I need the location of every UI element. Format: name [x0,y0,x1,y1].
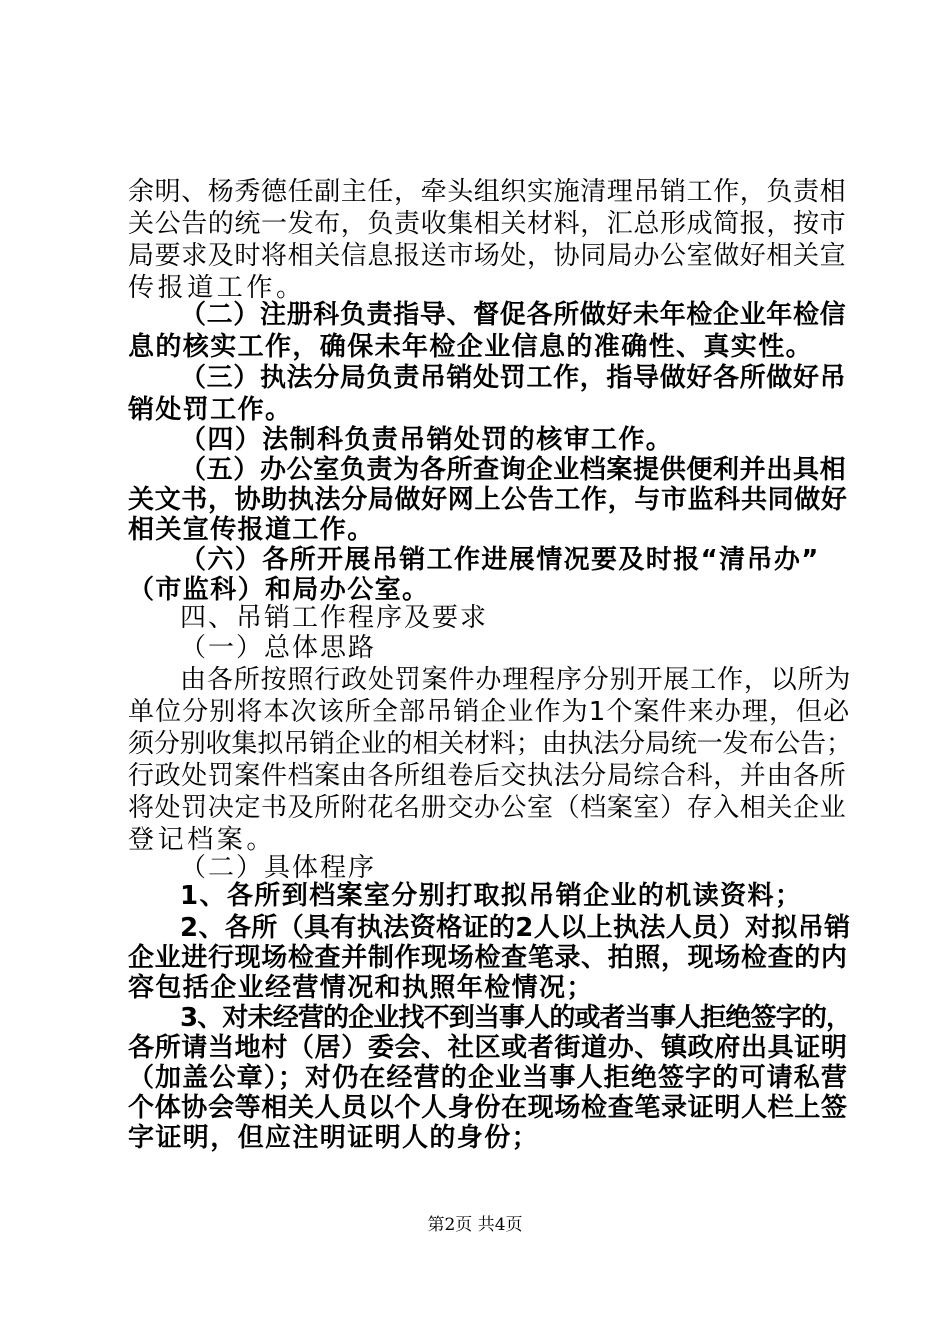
paragraph-line: （五）办公室负责为各所查询企业档案提供便利并出具相 [180,455,847,485]
paragraph-line: 传报道工作。 [128,273,306,303]
paragraph-line: 余明、杨秀德任副主任，牵头组织实施清理吊销工作，负责相 [128,177,847,207]
paragraph-line: 单位分别将本次该所全部吊销企业作为1个案件来办理，但必 [128,697,851,727]
paragraph-line: 关公告的统一发布，负责收集相关材料，汇总形成简报，按市 [128,209,847,239]
section-subheading: （二）具体程序 [180,853,377,883]
paragraph-line: 1、各所到档案室分别打取拟吊销企业的机读资料； [180,881,803,911]
paragraph-line: 息的核实工作，确保未年检企业信息的准确性、真实性。 [128,332,814,362]
paragraph-line: 个体协会等相关人员以个人身份在现场检查笔录证明人栏上签 [128,1093,848,1123]
paragraph-line: 登记档案。 [128,825,277,855]
section-subheading: （一）总体思路 [180,633,377,663]
paragraph-line: 相关宣传报道工作。 [128,515,375,545]
paragraph-line: 3、对未经营的企业找不到当事人的或者当事人拒绝签字的， [180,1003,852,1033]
paragraph-line: （二）注册科负责指导、督促各所做好未年检企业年检信 [180,300,847,330]
paragraph-line: 企业进行现场检查并制作现场检查笔录、拍照，现场检查的内 [128,943,848,973]
paragraph-line: 须分别收集拟吊销企业的相关材料；由执法分局统一发布公告； [128,729,852,759]
paragraph-line: 将处罚决定书及所附花名册交办公室（档案室）存入相关企业 [128,793,847,823]
paragraph-line: 行政处罚案件档案由各所组卷后交执法分局综合科，并由各所 [128,761,847,791]
paragraph-line: 字证明，但应注明证明人的身份； [128,1123,540,1153]
page-footer: 第2页 共4页 [427,1215,523,1235]
paragraph-line: 由各所按照行政处罚案件办理程序分别开展工作，以所为 [180,665,852,695]
paragraph-line: （六）各所开展吊销工作进展情况要及时报“清吊办” [180,545,820,575]
paragraph-line: （市监科）和局办公室。 [128,575,430,605]
paragraph-line: 局要求及时将相关信息报送市场处，协同局办公室做好相关宣 [128,241,847,271]
paragraph-line: 容包括企业经营情况和执照年检情况； [128,973,594,1003]
section-heading: 四、吊销工作程序及要求 [180,603,489,633]
paragraph-line: 各所请当地村（居）委会、社区或者街道办、镇政府出具证明 [128,1033,848,1063]
paragraph-line: 2、各所（具有执法资格证的2人以上执法人员）对拟吊销 [180,913,851,943]
paragraph-line: （加盖公章）；对仍在经营的企业当事人拒绝签字的可请私营 [128,1063,849,1093]
paragraph-line: （三）执法分局负责吊销处罚工作，指导做好各所做好吊 [180,363,847,393]
paragraph-line: （四）法制科负责吊销处罚的核审工作。 [180,425,674,455]
paragraph-line: 关文书，协助执法分局做好网上公告工作，与市监科共同做好 [128,485,848,515]
paragraph-line: 销处罚工作。 [128,395,293,425]
